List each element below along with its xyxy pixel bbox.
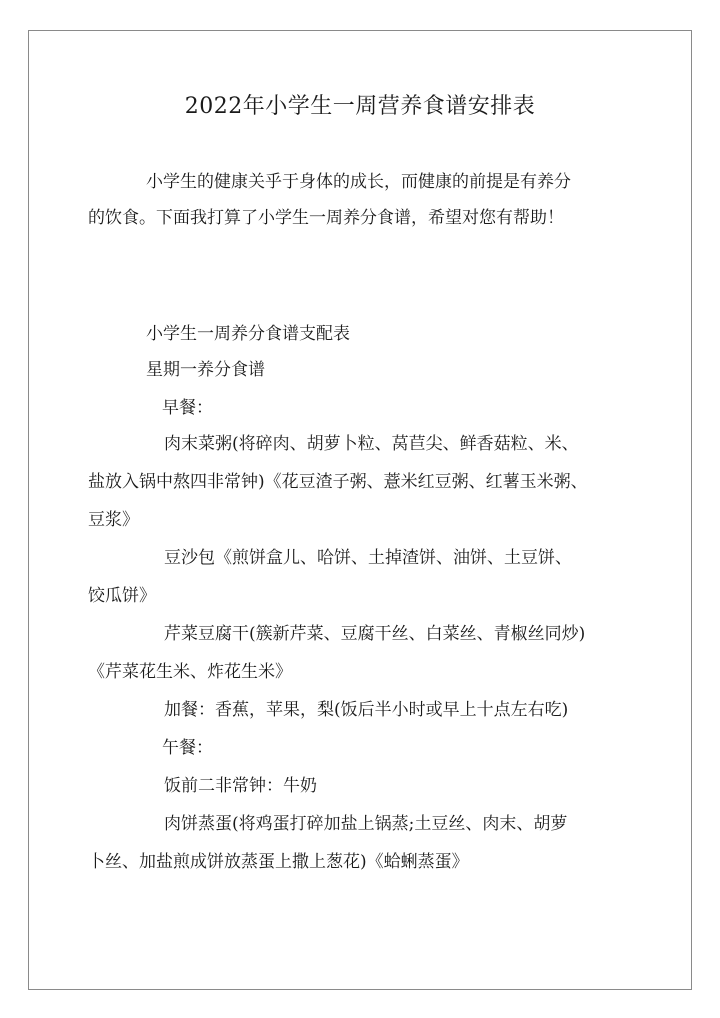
lunch-label: 午餐： [162,738,213,758]
breakfast-item-2-line-2: 饺瓜饼》 [88,586,156,606]
intro-line-2: 的饮食。下面我打算了小学生一周养分食谱，希望对您有帮助！ [88,208,564,228]
intro-line-1: 小学生的健康关乎于身体的成长，而健康的前提是有养分 [146,172,571,192]
breakfast-item-1-line-1: 肉末菜粥(将碎肉、胡萝卜粒、莴苣尖、鲜香菇粒、米、 [164,434,579,454]
breakfast-item-2-line-1: 豆沙包《煎饼盒儿、哈饼、土掉渣饼、油饼、土豆饼、 [164,548,572,568]
day-heading: 星期一养分食谱 [146,360,265,380]
breakfast-item-3-line-1: 芹菜豆腐干(簇新芹菜、豆腐干丝、白菜丝、青椒丝同炒) [164,624,586,644]
breakfast-item-1-line-3: 豆浆》 [88,510,139,530]
document-title: 2022年小学生一周营养食谱安排表 [184,94,536,119]
section-heading: 小学生一周养分食谱支配表 [146,324,350,344]
breakfast-label: 早餐： [162,398,213,418]
lunch-item-1-line-2: 卜丝、加盐煎成饼放蒸蛋上撒上葱花)《蛤蜊蒸蛋》 [88,852,469,872]
breakfast-item-1-line-2: 盐放入锅中熬四非常钟)《花豆渣子粥、薏米红豆粥、红薯玉米粥、 [88,472,588,492]
breakfast-item-3-line-2: 《芹菜花生米、炸花生米》 [88,662,292,682]
lunch-item-1-line-1: 肉饼蒸蛋(将鸡蛋打碎加盐上锅蒸;土豆丝、肉末、胡萝 [164,814,568,834]
lunch-pre-line: 饭前二非常钟：牛奶 [164,776,317,796]
snack-line: 加餐：香蕉，苹果，梨(饭后半小时或早上十点左右吃) [164,700,569,720]
